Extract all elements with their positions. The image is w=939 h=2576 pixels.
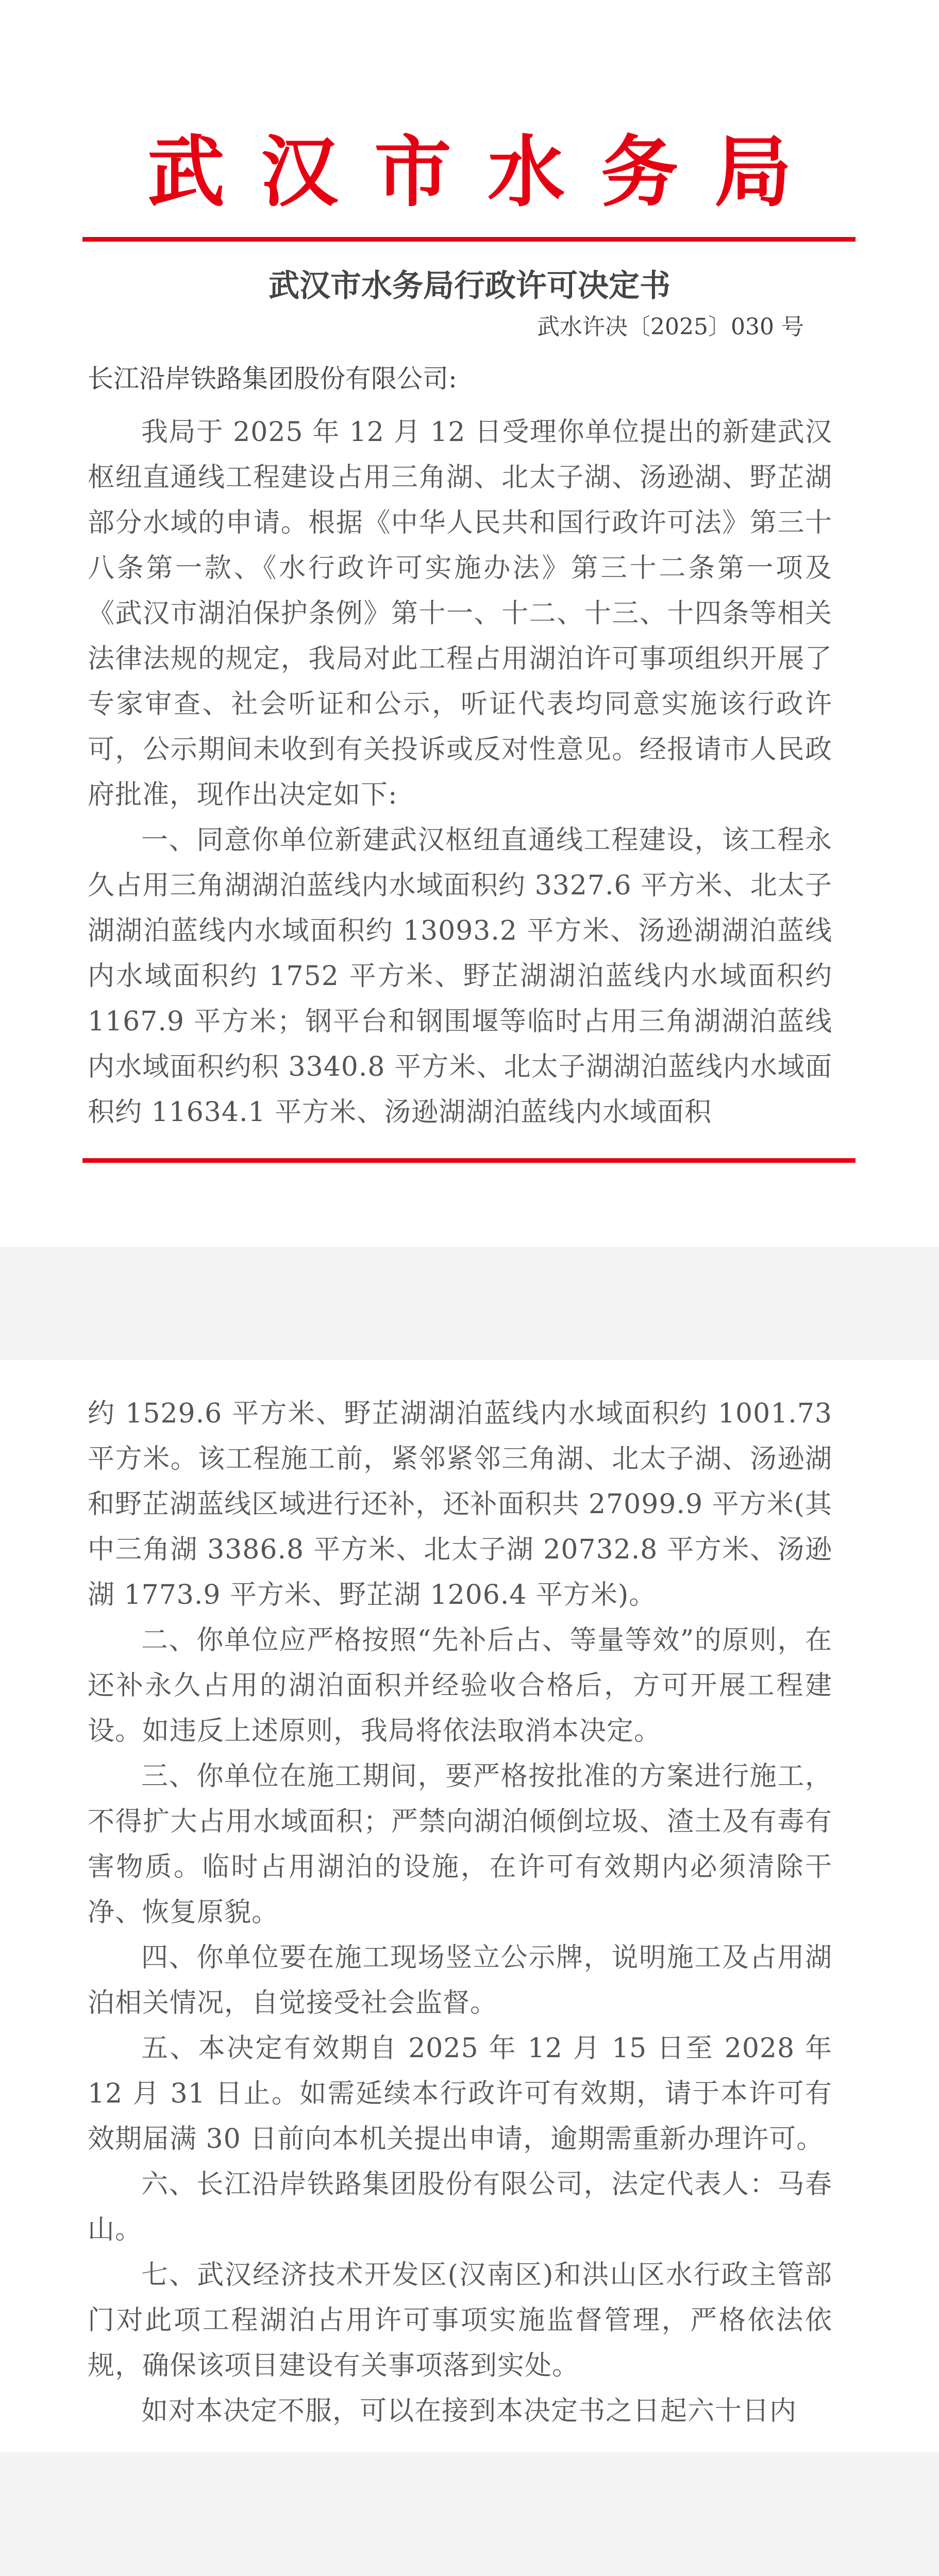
header-red-rule [82,237,856,242]
paragraph-continued: 约 1529.6 平方米、野芷湖湖泊蓝线内水域面积约 1001.73 平方米。该工程施工前，紧邻紧邻三角湖、北太子湖、汤逊湖和野芷湖蓝线区域进行还补，还补面积共 27099.9 平方米(其中三角湖 3386.8 平方米、北太子湖 20732.8 平方米、汤逊湖 1773.9 平方米、野芷湖 1206.4 平方米)。 [88,1398,832,1611]
paragraph-item-3: 三、你单位在施工期间，要严格按批准的方案进行施工，不得扩大占用水域面积；严禁向湖泊倾倒垃圾、渣土及有毒有害物质。临时占用湖泊的设施，在许可有效期内必须清除干净、恢复原貌。 [88,1761,832,1928]
page-2-body [88,1391,832,2434]
document-title: 武汉市水务局行政许可决定书 [269,268,670,304]
paragraph-item-1: 一、同意你单位新建武汉枢纽直通线工程建设，该工程永久占用三角湖湖泊蓝线内水域面积约 3327.6 平方米、北太子湖湖泊蓝线内水域面积约 13093.2 平方米、汤逊湖湖泊蓝线内水域面积约 1752 平方米、野芷湖湖泊蓝线内水域面积约 1167.9 平方米；钢平台和钢围堰等临时占用三角湖湖泊蓝线内水域面积约积 3340.8 平方米、北太子湖湖泊蓝线内水域面积约 11634.1 平方米、汤逊湖湖泊蓝线内水域面积 [88,825,832,1128]
paragraph-item-4: 四、你单位要在施工现场竖立公示牌，说明施工及占用湖泊相关情况，自觉接受社会监督。 [88,1942,832,2019]
document-number: 武水许决〔2025〕030 号 [537,314,804,340]
page-gap [0,2452,939,2576]
paragraph-item-7: 七、武汉经济技术开发区(汉南区)和洪山区水行政主管部门对此项工程湖泊占用许可事项实施监督管理，严格依法依规，确保该项目建设有关事项落到实处。 [88,2260,832,2381]
footer-red-rule [82,1158,856,1163]
paragraph-intro: 我局于 2025 年 12 月 12 日受理你单位提出的新建武汉枢纽直通线工程建设占用三角湖、北太子湖、汤逊湖、野芷湖部分水域的申请。根据《中华人民共和国行政许可法》第三十八条第一款、《水行政许可实施办法》第三十二条第一项及《武汉市湖泊保护条例》第十一、十二、十三、十四条等相关法律法规的规定，我局对此工程占用湖泊许可事项组织开展了专家审查、社会听证和公示，听证代表均同意实施该行政许可，公示期间未收到有关投诉或反对性意见。经报请市人民政府批准，现作出决定如下: [88,417,832,810]
page-1-body [88,410,832,1135]
addressee: 长江沿岸铁路集团股份有限公司: [88,364,457,394]
paragraph-item-6: 六、长江沿岸铁路集团股份有限公司，法定代表人：马春山。 [88,2169,832,2245]
page-2 [0,1360,939,2452]
paragraph-item-2: 二、你单位应严格按照“先补后占、等量等效”的原则，在还补永久占用的湖泊面积并经验收合格后，方可开展工程建设。如违反上述原则，我局将依法取消本决定。 [88,1625,832,1747]
paragraph-item-5: 五、本决定有效期自 2025 年 12 月 15 日至 2028 年 12 月 31 日止。如需延续本行政许可有效期，请于本许可有效期届满 30 日前向本机关提出申请，逾期需重新办理许可。 [88,2033,832,2155]
paragraph-appeal: 如对本决定不服，可以在接到本决定书之日起六十日内 [141,2396,797,2427]
org-letterhead: 武汉市水务局 [147,128,828,217]
page-1 [0,0,939,1247]
page-gap [0,1247,939,1360]
